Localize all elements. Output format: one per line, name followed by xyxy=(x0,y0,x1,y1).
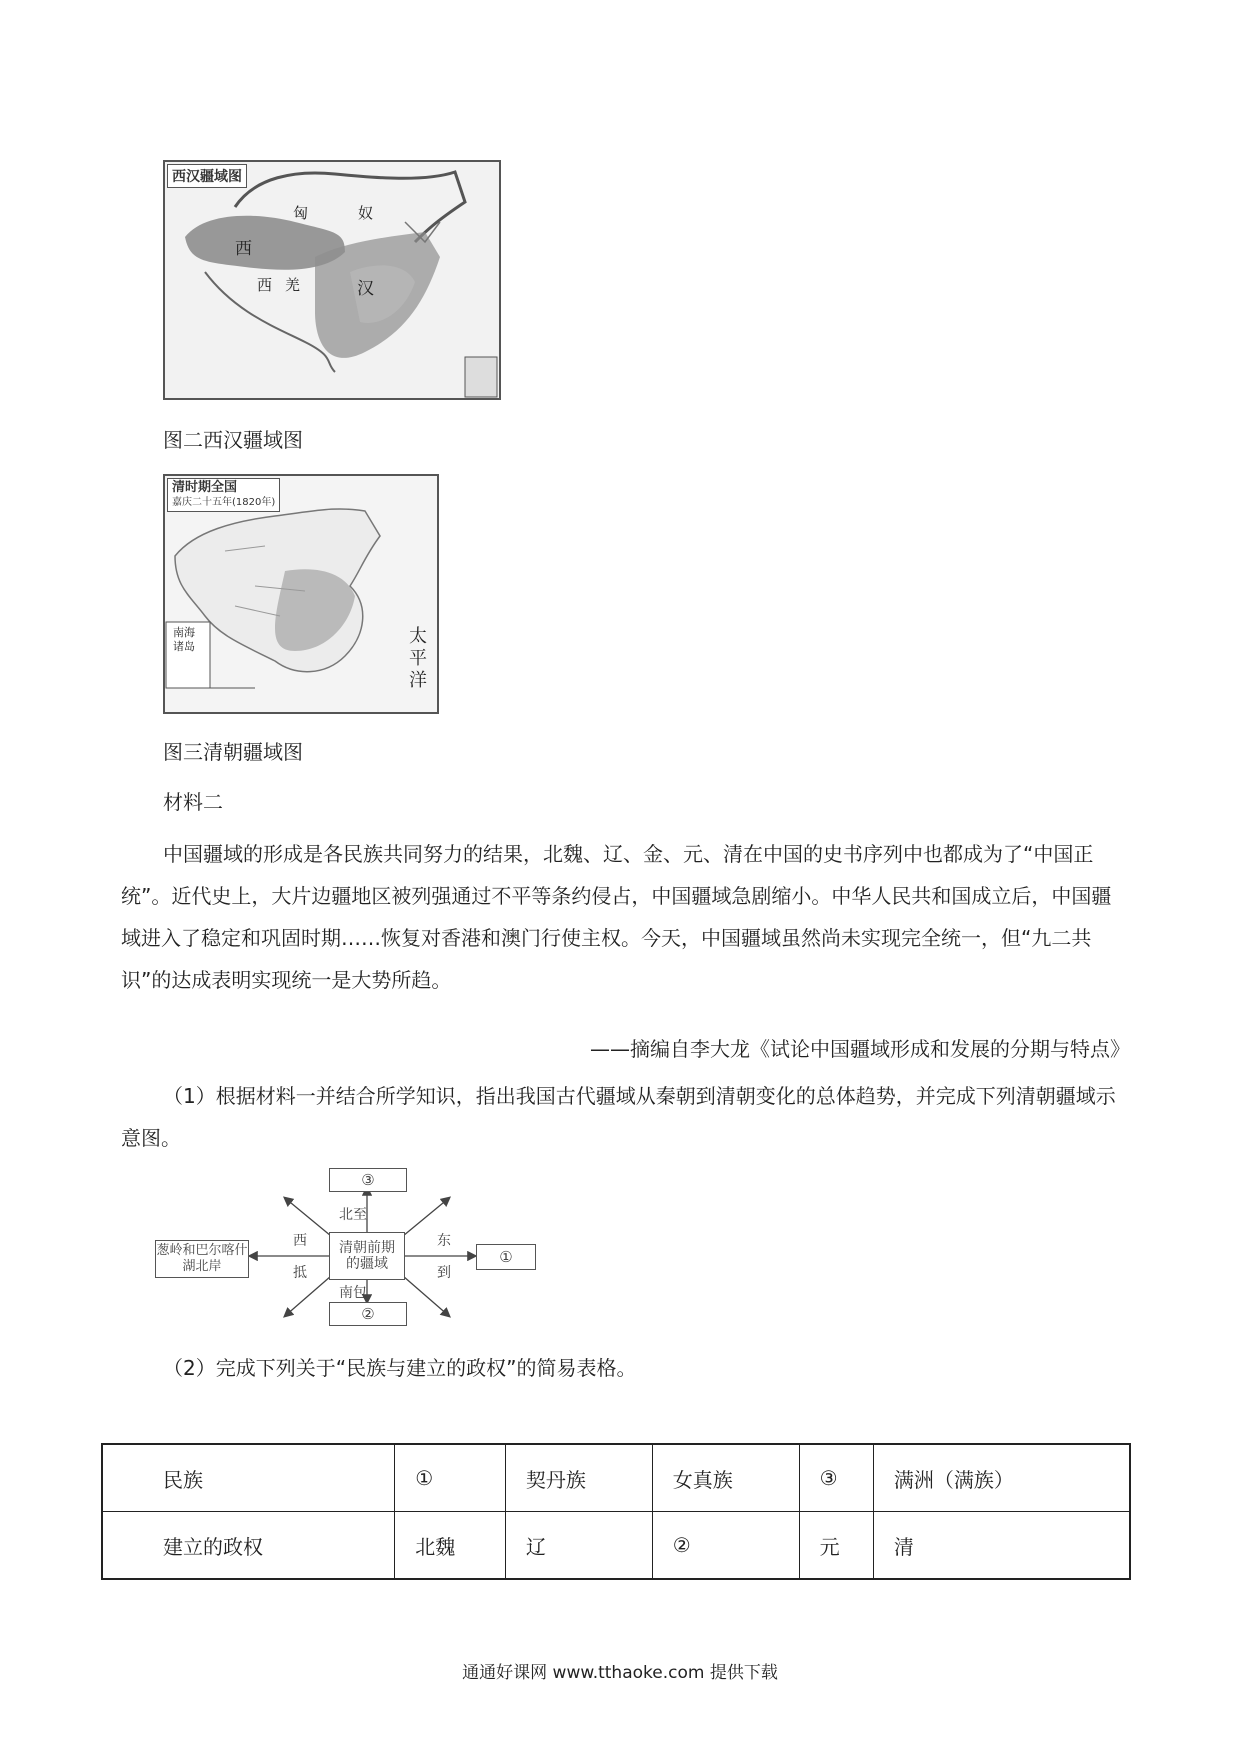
diagram-south-box: ② xyxy=(329,1302,407,1326)
table-cell: 民族 xyxy=(102,1444,395,1512)
table-cell: ③ xyxy=(799,1444,873,1512)
qing-territory-diagram xyxy=(155,1168,535,1328)
question-1: （1）根据材料一并结合所学知识，指出我国古代疆域从秦朝到清朝变化的总体趋势，并完成下列清朝疆域示意图。 xyxy=(121,1084,1116,1150)
map-label-nu: 奴 xyxy=(358,204,374,222)
xihan-map-caption: 图二西汉疆域图 xyxy=(163,428,303,452)
diagram-west-box: 葱岭和巴尔喀什湖北岸 xyxy=(155,1240,249,1278)
map-label-xi-qiang: 西 xyxy=(257,276,273,294)
material-heading: 材料二 xyxy=(163,790,223,814)
table-cell: 契丹族 xyxy=(505,1444,652,1512)
table-cell: ① xyxy=(395,1444,506,1512)
qing-map-caption: 图三清朝疆域图 xyxy=(163,740,303,764)
qing-map-subtitle: 嘉庆二十五年(1820年) xyxy=(172,497,276,508)
page-footer: 通通好课网 www.tthaoke.com 提供下载 xyxy=(462,1663,778,1683)
diagram-west-label-2: 抵 xyxy=(293,1265,307,1281)
map-label-han: 汉 xyxy=(357,279,374,299)
xihan-map-drawing xyxy=(165,162,499,398)
diagram-north-label: 北至 xyxy=(339,1207,367,1223)
qing-map-title-main: 清时期全国 xyxy=(172,480,238,495)
diagram-south-label: 南包 xyxy=(339,1285,367,1301)
qing-map-title xyxy=(167,478,280,512)
xihan-map-title: 西汉疆域图 xyxy=(167,164,247,188)
table-cell: ② xyxy=(652,1512,799,1580)
table-cell: 北魏 xyxy=(395,1512,506,1580)
diagram-east-label-1: 东 xyxy=(437,1233,451,1249)
ocean-label: 太平洋 xyxy=(409,626,427,691)
diagram-west-label-1: 西 xyxy=(293,1233,307,1249)
qing-map xyxy=(163,474,439,714)
map-label-xi-region: 西 xyxy=(235,239,252,259)
table-cell: 辽 xyxy=(505,1512,652,1580)
diagram-center-box: 清朝前期的疆域 xyxy=(329,1232,405,1280)
table-row xyxy=(102,1444,1130,1512)
xihan-map xyxy=(163,160,501,400)
table-row xyxy=(102,1512,1130,1580)
ethnic-regime-table xyxy=(101,1443,1131,1580)
table-cell: 元 xyxy=(799,1512,873,1580)
material-paragraph: 中国疆域的形成是各民族共同努力的结果，北魏、辽、金、元、清在中国的史书序列中也都成为了“中国正统”。近代史上，大片边疆地区被列强通过不平等条约侵占，中国疆域急剧缩小。中华人民共和国成立后，中国疆域进入了稳定和巩固时期……恢复对香港和澳门行使主权。今天，中国疆域虽然尚未实现完全统一，但“九二共识”的达成表明实现统一是大势所趋。 xyxy=(121,842,1112,992)
table-cell: 建立的政权 xyxy=(102,1512,395,1580)
map-label-qiang: 羌 xyxy=(285,276,301,294)
south-sea-inset-label: 南海诸岛 xyxy=(173,626,195,653)
diagram-east-box: ① xyxy=(476,1244,536,1270)
table-cell: 清 xyxy=(873,1512,1130,1580)
diagram-east-label-2: 到 xyxy=(437,1265,451,1281)
map-label-xiong: 匈 xyxy=(293,204,309,222)
table-cell: 满洲（满族） xyxy=(873,1444,1130,1512)
material-source: ——摘编自李大龙《试论中国疆域形成和发展的分期与特点》 xyxy=(590,1037,1130,1061)
table-cell: 女真族 xyxy=(652,1444,799,1512)
diagram-north-box: ③ xyxy=(329,1168,407,1192)
question-2: （2）完成下列关于“民族与建立的政权”的简易表格。 xyxy=(163,1356,637,1380)
